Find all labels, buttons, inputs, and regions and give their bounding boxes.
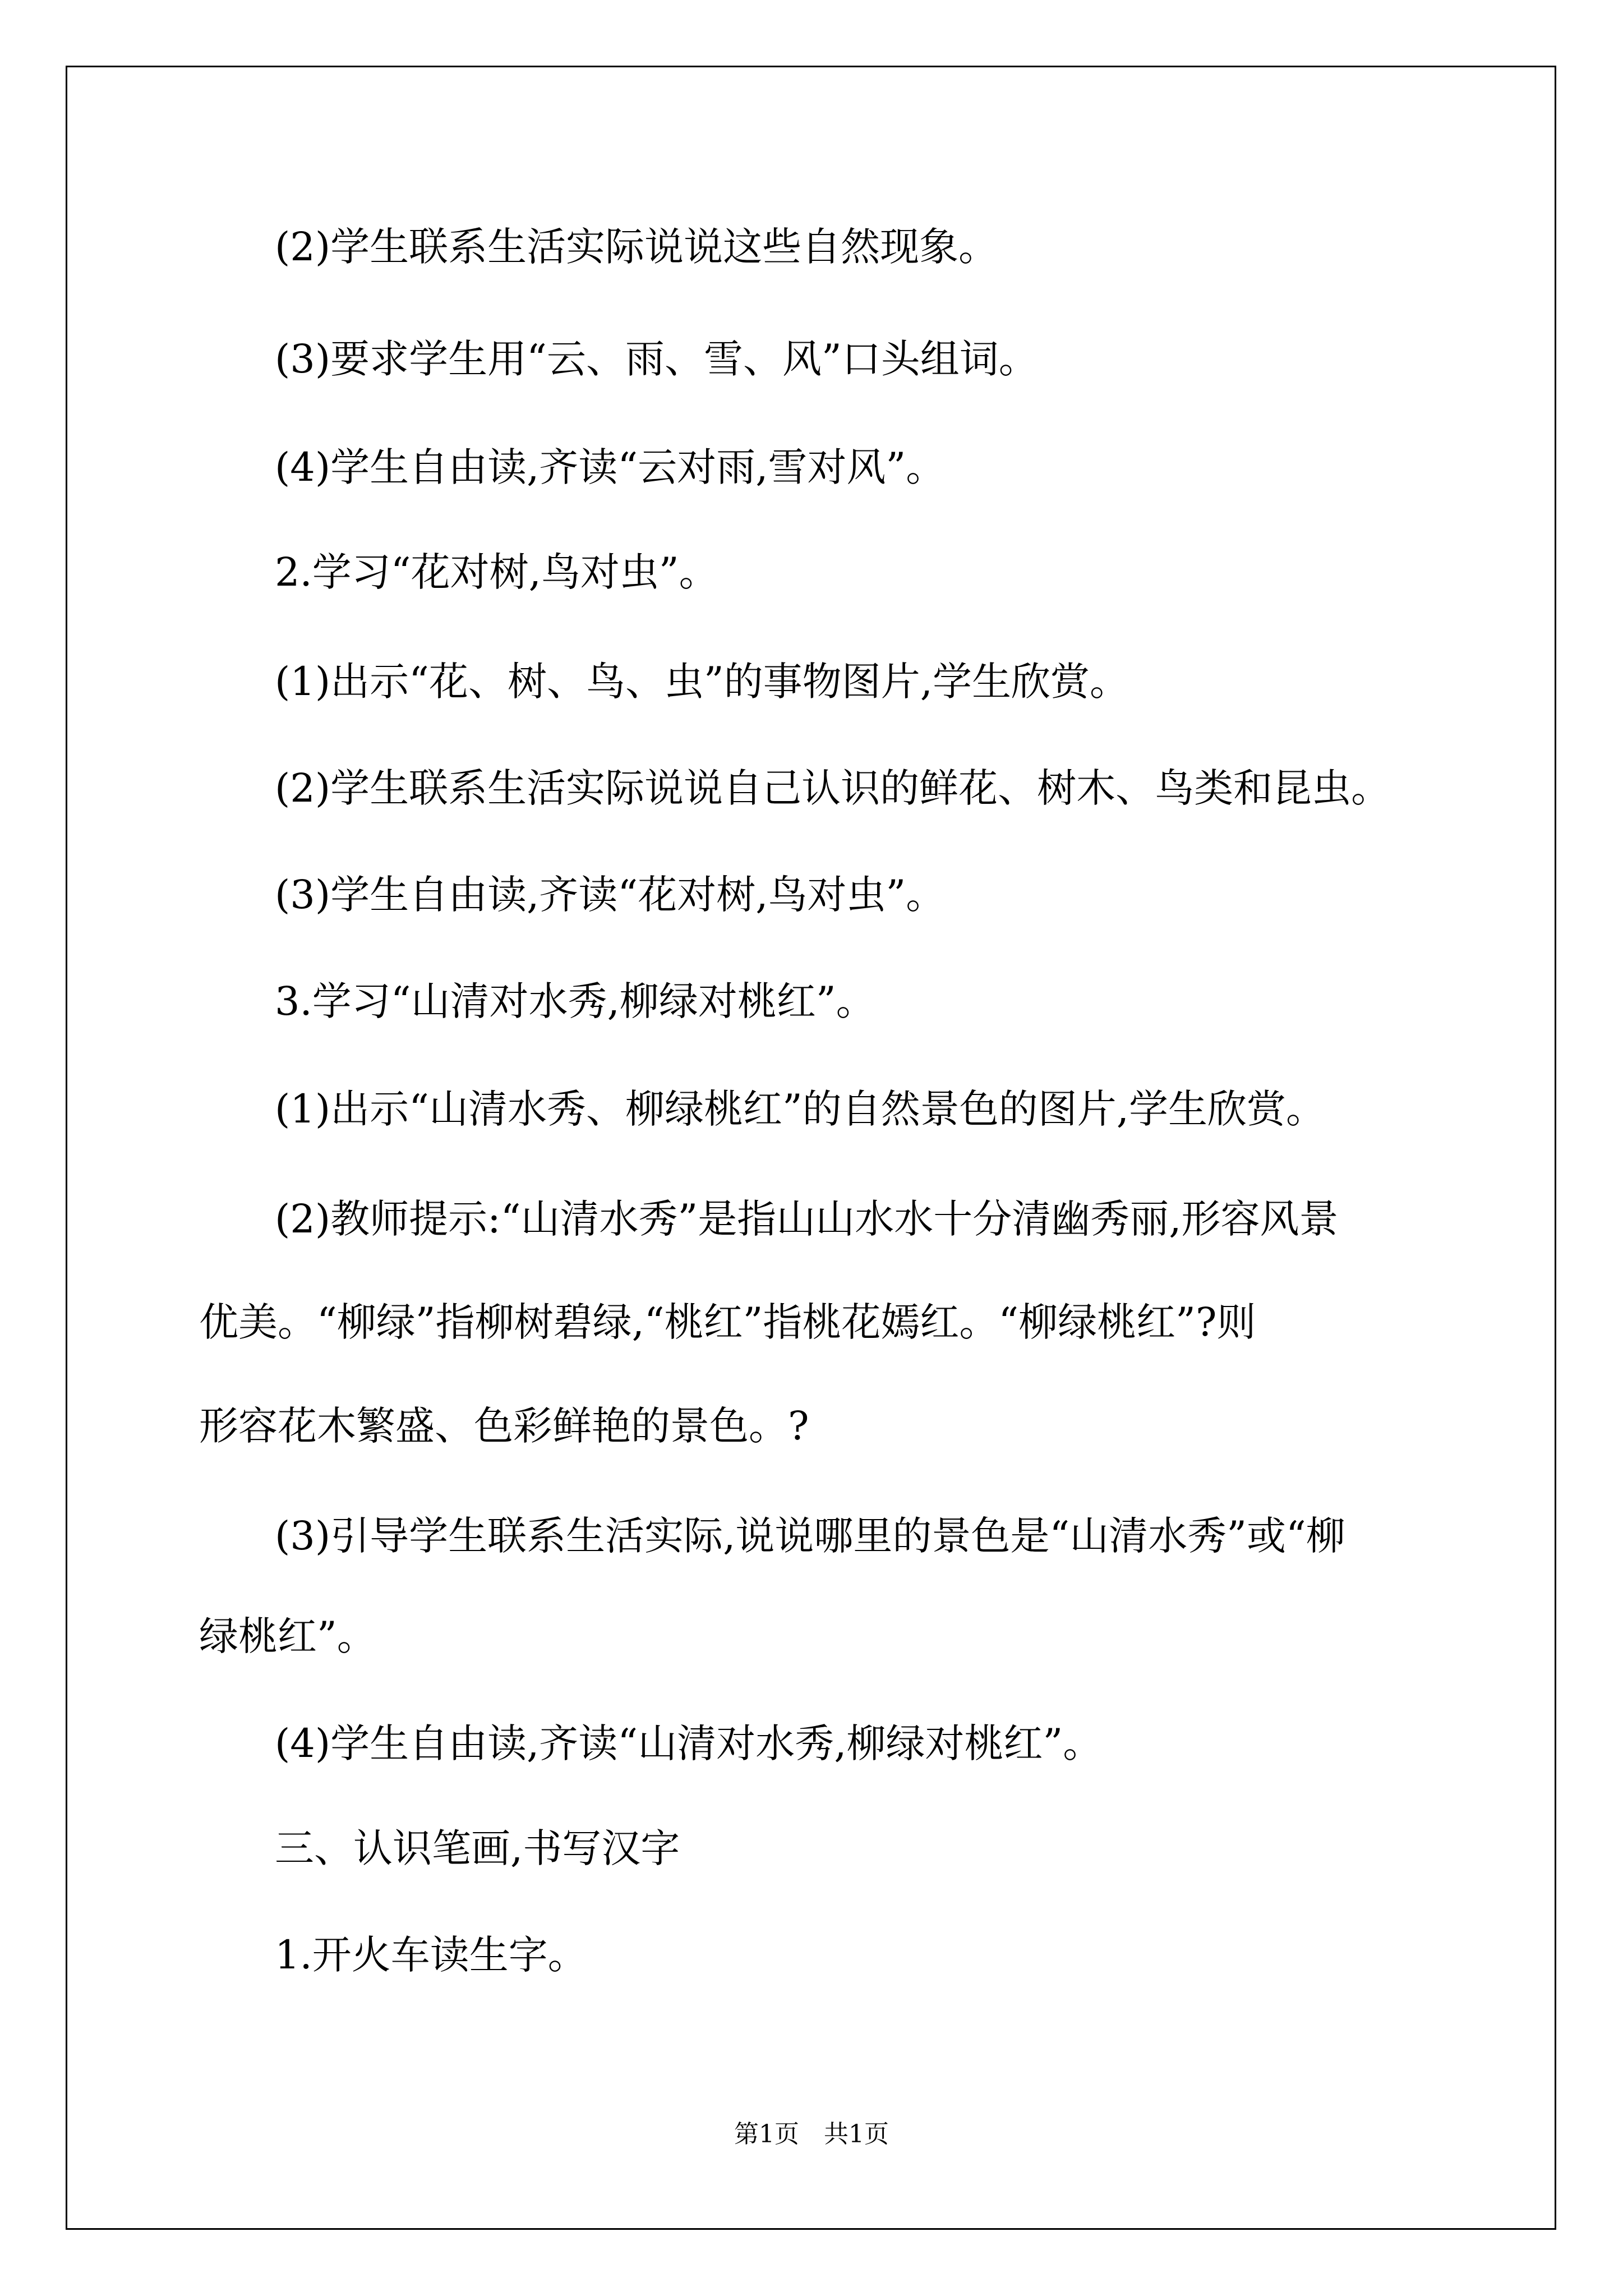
paragraph-line-1: (2)学生联系生活实际说说这些自然现象。: [275, 224, 998, 270]
paragraph-line-11: 优美。“柳绿”指柳树碧绿,“桃红”指桃花嫣红。“柳绿桃红”?则: [199, 1299, 1256, 1345]
paragraph-line-14: 绿桃红”。: [199, 1613, 376, 1659]
page-footer: 第1页 共1页: [734, 2120, 889, 2148]
paragraph-line-17: 1.开火车读生字。: [275, 1932, 587, 1978]
paragraph-line-10: (2)教师提示:“山清水秀”是指山山水水十分清幽秀丽,形容风景: [275, 1196, 1339, 1242]
paragraph-line-3: (4)学生自由读,齐读“云对雨,雪对风”。: [275, 444, 946, 490]
paragraph-line-4: 2.学习“花对树,鸟对虫”。: [275, 549, 718, 595]
paragraph-line-8: 3.学习“山清对水秀,柳绿对桃红”。: [275, 978, 875, 1024]
paragraph-line-12: 形容花木繁盛、色彩鲜艳的景色。?: [199, 1403, 809, 1449]
paragraph-line-13: (3)引导学生联系生活实际,说说哪里的景色是“山清水秀”或“柳: [275, 1513, 1345, 1559]
paragraph-line-15: (4)学生自由读,齐读“山清对水秀,柳绿对桃红”。: [275, 1720, 1103, 1766]
section-heading: 三、认识笔画,书写汉字: [275, 1825, 680, 1871]
paragraph-line-2: (3)要求学生用“云、雨、雪、风”口头组词。: [275, 336, 1038, 382]
paragraph-line-5: (1)出示“花、树、鸟、虫”的事物图片,学生欣赏。: [275, 659, 1129, 705]
paragraph-line-7: (3)学生自由读,齐读“花对树,鸟对虫”。: [275, 872, 946, 918]
page-border: [66, 66, 1556, 2230]
paragraph-line-9: (1)出示“山清水秀、柳绿桃红”的自然景色的图片,学生欣赏。: [275, 1086, 1325, 1132]
paragraph-line-6: (2)学生联系生活实际说说自己认识的鲜花、树木、鸟类和昆虫。: [275, 765, 1391, 811]
